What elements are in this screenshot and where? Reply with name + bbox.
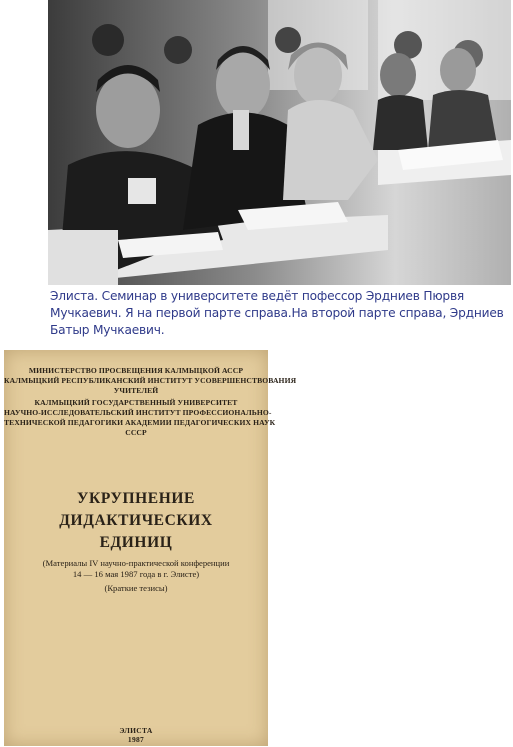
booklet-cover: [4, 350, 297, 746]
seminar-photo: [48, 0, 511, 285]
cover-title-line: ДИДАКТИЧЕСКИХ: [59, 512, 213, 529]
cover-title-line: ЕДИНИЦ: [99, 534, 173, 551]
cover-city: ЭЛИСТА: [119, 726, 153, 735]
caption-line: Мучкаевич. Я на первой парте справа.На второй парте справа, Эрдниев: [50, 306, 504, 320]
photo-caption: [50, 288, 510, 339]
cover-header-line: НАУЧНО-ИССЛЕДОВАТЕЛЬСКИЙ ИНСТИТУТ ПРОФЕССИОНАЛЬНО-: [4, 408, 272, 417]
cover-title-line: УКРУПНЕНИЕ: [77, 490, 195, 507]
cover-header-line: ТЕХНИЧЕСКОЙ ПЕДАГОГИКИ АКАДЕМИИ ПЕДАГОГИЧЕСКИХ НАУК: [4, 418, 276, 427]
cover-header-line: МИНИСТЕРСТВО ПРОСВЕЩЕНИЯ КАЛМЫЦКОЙ АССР: [28, 366, 244, 375]
cover-subtitle-line: (Краткие тезисы): [104, 583, 168, 593]
caption-line: Батыр Мучкаевич.: [50, 323, 165, 337]
cover-subtitle-line: 14 — 16 мая 1987 года в г. Элисте): [72, 569, 200, 579]
caption-line: Элиста. Семинар в университете ведёт пофессор Эрдниев Пюрвя: [50, 289, 465, 303]
cover-header-line: КАЛМЫЦКИЙ ГОСУДАРСТВЕННЫЙ УНИВЕРСИТЕТ: [34, 398, 238, 407]
cover-header-line: СССР: [125, 428, 147, 437]
cover-header-line: КАЛМЫЦКИЙ РЕСПУБЛИКАНСКИЙ ИНСТИТУТ УСОВЕРШЕНСТВОВАНИЯ: [4, 376, 297, 385]
seminar-photo-drawing: [48, 0, 511, 285]
cover-year: 1987: [127, 735, 145, 744]
cover-header-line: УЧИТЕЛЕЙ: [113, 386, 159, 395]
cover-subtitle-line: (Материалы IV научно-практической конференции: [42, 558, 230, 568]
